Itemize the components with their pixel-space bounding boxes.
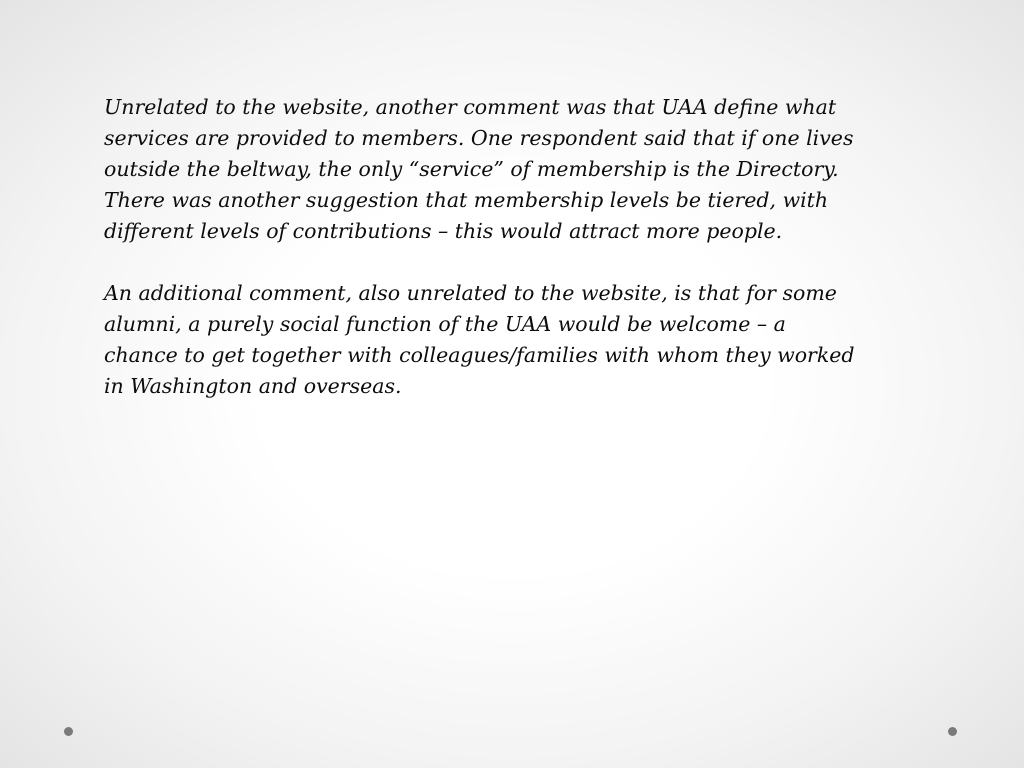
corner-dot-left: [64, 727, 73, 736]
text-line: outside the beltway, the only “service” of membership is the Directory.: [104, 157, 839, 181]
text-line: alumni, a purely social function of the UAA would be welcome – a: [104, 312, 786, 336]
text-line: There was another suggestion that membership levels be tiered, with: [104, 188, 829, 212]
corner-dot-right: [948, 727, 957, 736]
text-line: in Washington and overseas.: [104, 374, 402, 398]
text-line: services are provided to members. One respondent said that if one lives: [104, 126, 854, 150]
text-line: different levels of contributions – this would attract more people.: [104, 219, 783, 243]
text-line: An additional comment, also unrelated to the website, is that for some: [104, 281, 837, 305]
text-line: Unrelated to the website, another comment was that UAA define what: [104, 95, 837, 119]
slide-body-text: [104, 92, 939, 433]
paragraph-website-services: [104, 92, 939, 247]
paragraph-social-function: [104, 278, 939, 402]
text-line: chance to get together with colleagues/families with whom they worked: [104, 343, 855, 367]
